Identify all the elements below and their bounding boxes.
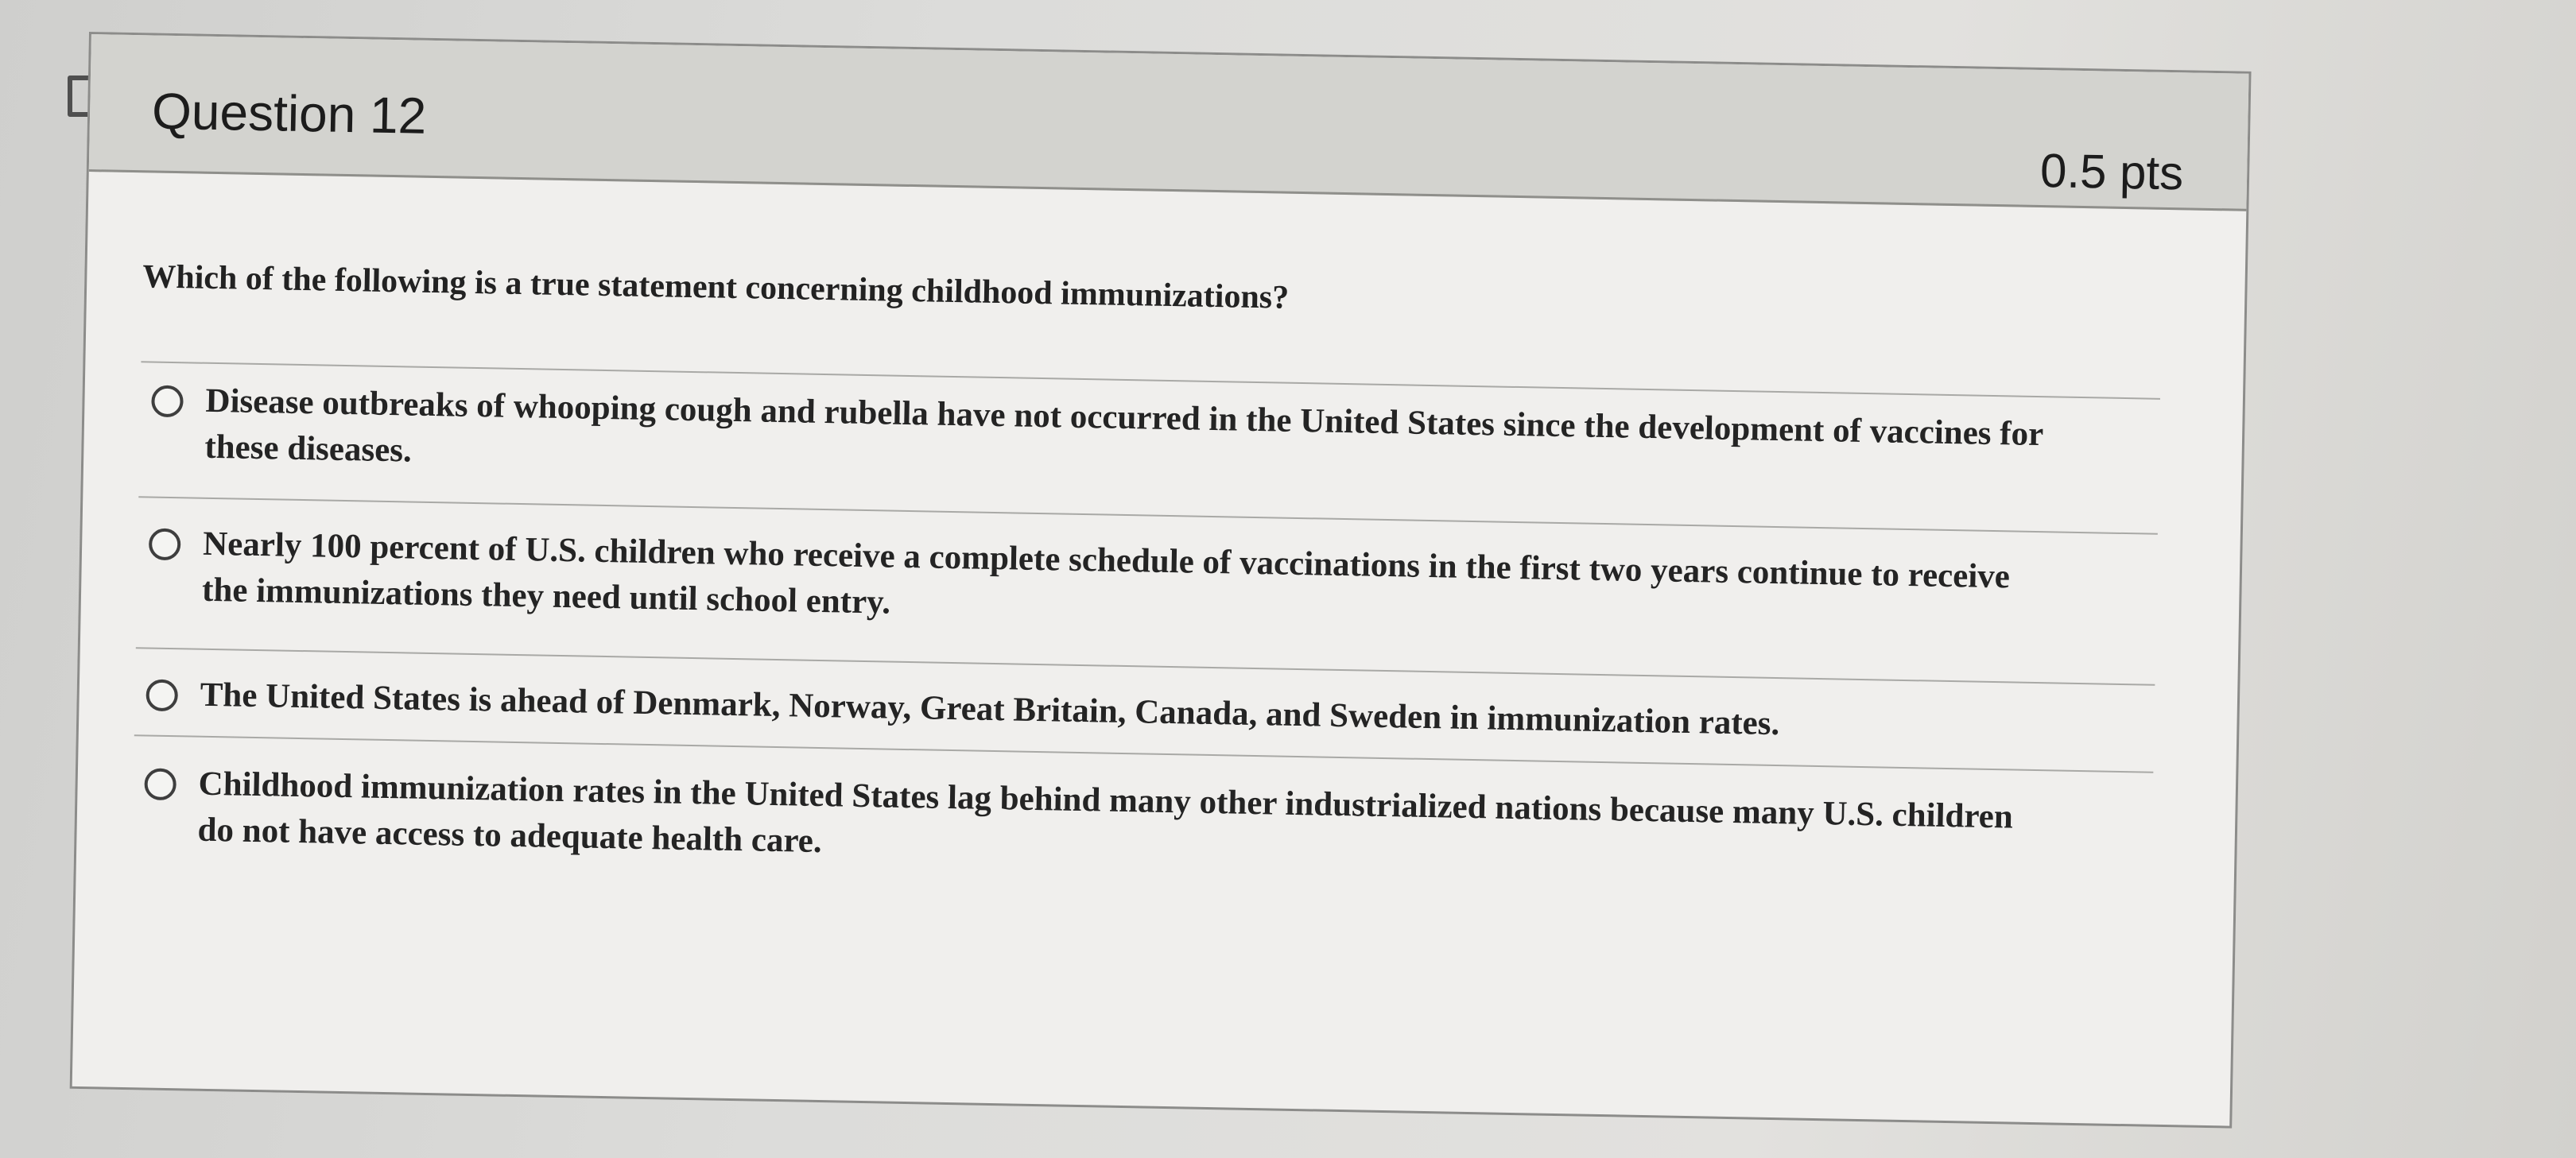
answer-label[interactable]: Disease outbreaks of whooping cough and rubella have not occurred in the United States since the development of vaccines for these diseases. [204,381,2043,470]
question-title: Question 12 [151,82,427,145]
question-text: Which of the following is a true statement concerning childhood immunizations? [142,258,1290,316]
answer-label[interactable]: Childhood immunization rates in the United States lag behind many other industrialized nations because many U.S. children do not have access to adequate health care. [197,765,2014,861]
radio-button-icon[interactable] [149,528,181,560]
question-points: 0.5 pts [2039,144,2184,200]
answer-list [132,377,2160,906]
radio-button-icon[interactable] [144,768,177,800]
answer-label[interactable]: The United States is ahead of Denmark, Norway, Great Britain, Canada, and Sweden in immunization rates. [200,676,1780,743]
radio-button-icon[interactable] [151,385,184,418]
answer-label[interactable]: Nearly 100 percent of U.S. children who receive a complete schedule of vaccinations in the first two years continue to receive the immunizations they need until school entry. [201,525,2011,622]
question-header [89,34,2249,211]
question-card [70,32,2252,1129]
radio-button-icon[interactable] [145,679,178,711]
